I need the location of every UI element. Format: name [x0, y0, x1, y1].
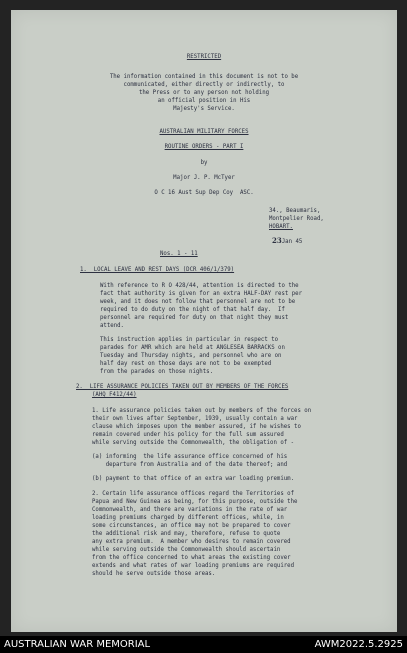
body-line: any extra premium. A member who desires to remain covered [92, 539, 291, 545]
body-line: extends and what rates of war loading premiums are required [92, 563, 295, 569]
caveat-line: an official position in His [157, 98, 251, 104]
section-2-reference: (AHQ F412/44) [92, 392, 137, 398]
body-line: Commonwealth, and there are variations in the rate of war [92, 507, 288, 513]
body-line: their own lives after September, 1939, usually contain a war [92, 416, 298, 422]
section-1-heading: 1. LOCAL LEAVE AND REST DAYS (DCR 406/1/379) [80, 267, 235, 273]
body-line: 1. Life assurance policies taken out by members of the forces on [92, 408, 312, 414]
document-subheading: ROUTINE ORDERS - PART I [164, 144, 244, 150]
archive-footer [0, 636, 407, 653]
handwritten-day: 23 [272, 236, 282, 245]
body-line: departure from Australia and of the date thereof; and [92, 462, 288, 468]
body-line: the additional risk and may, therefore, refuse to quote [92, 531, 281, 537]
body-line: some circumstances, an office may not be prepared to cover [92, 523, 291, 529]
classification-label: RESTRICTED [186, 54, 222, 60]
body-line: should he serve outside those areas. [92, 571, 216, 577]
body-line: With reference to R O 428/44, attention is directed to the [100, 283, 299, 289]
document-page [11, 10, 397, 632]
body-line: required to do duty on the night of that half day. If [100, 307, 285, 313]
body-line: (b) payment to that office of an extra war loading premium. [92, 476, 295, 482]
address-line: HOBART. [269, 224, 293, 230]
document-date [272, 237, 302, 246]
body-line: clause which imposes upon the member assured, if he wishes to [92, 424, 301, 430]
body-line: week, and it does not follow that personnel are not to be [100, 299, 296, 305]
by-line: by [200, 160, 208, 166]
body-line: from the parades on those nights. [100, 369, 213, 375]
footer-institution: AUSTRALIAN WAR MEMORIAL [4, 639, 151, 650]
body-line: attend. [100, 323, 124, 329]
body-line: while serving outside the Commonwealth, the obligation of - [92, 440, 295, 446]
body-line: Papua and New Guinea as being, for this purpose, outside the [92, 499, 298, 505]
address-line: 34., Beaumaris, [269, 208, 321, 214]
document-heading: AUSTRALIAN MILITARY FORCES [159, 129, 249, 135]
address-line: Montpelier Road, [269, 216, 324, 222]
body-line: while serving outside the Commonwealth should ascertain [92, 547, 281, 553]
body-line: 2. Certain life assurance offices regard the Territories of [92, 491, 295, 497]
typed-date: Jan 45 [281, 239, 303, 245]
body-line: half day rest on those days are not to be exempted [100, 361, 272, 367]
unit-name: O C 16 Aust Sup Dep Coy ASC. [154, 190, 254, 196]
body-line: from the office concerned to what areas the existing cover [92, 555, 291, 561]
caveat-line: Majesty's Service. [173, 106, 235, 112]
body-line: Tuesday and Thursday nights, and personnel who are on [100, 353, 282, 359]
section-2-heading: 2. LIFE ASSURANCE POLICIES TAKEN OUT BY MEMBERS OF THE FORCES [76, 384, 289, 390]
caveat-line: the Press or to any person not holding [138, 90, 270, 96]
body-line: loading premiums charged by different offices, while, in [92, 515, 284, 521]
body-line: This instruction applies in particular in respect to [100, 337, 279, 343]
caveat-line: communicated, either directly or indirectly, to [123, 82, 285, 88]
body-line: personnel are required for duty on that night they must [100, 315, 289, 321]
body-line: parades for AMR which are held at ANGLESEA BARRACKS on [100, 345, 285, 351]
body-line: fact that authority is given for an extra HALF-DAY rest per [100, 291, 303, 297]
caveat-line: The information contained in this document is not to be [109, 74, 299, 80]
order-numbers: Nos. 1 - 11 [160, 251, 198, 257]
body-line: remain covered under his policy for the full sum assured [92, 432, 284, 438]
officer-name: Major J. P. McTyer [173, 175, 235, 181]
body-line: (a) informing the life assurance office concerned of his [92, 454, 288, 460]
footer-accession-number: AWM2022.5.2925 [314, 639, 403, 650]
